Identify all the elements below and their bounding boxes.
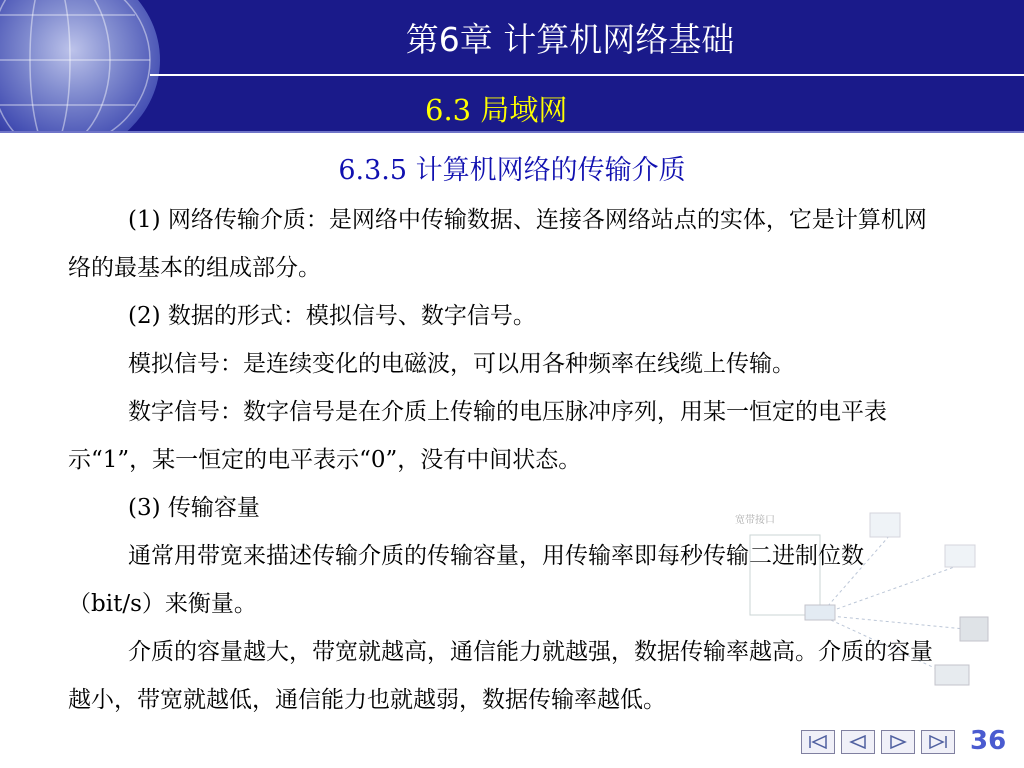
paragraph: (3) 传输容量: [128, 495, 260, 521]
paragraph: (1) 网络传输介质：是网络中传输数据、连接各网络站点的实体，它是计算机网络的最基本的组成部分。: [68, 207, 927, 281]
chapter-title: 第6章 计算机网络基础: [405, 20, 735, 59]
paragraph: 数字信号：数字信号是在介质上传输的电压脉冲序列，用某一恒定的电平表示“1”，某一恒定的电平表示“0”，没有中间状态。: [68, 399, 887, 473]
last-slide-button[interactable]: [921, 730, 955, 754]
prev-icon: [847, 735, 869, 749]
paragraph: (2) 数据的形式：模拟信号、数字信号。: [128, 303, 536, 329]
header-divider: [150, 74, 1024, 76]
illustration-label: 宽带接口: [735, 515, 775, 526]
slide-header: [0, 0, 1024, 133]
previous-slide-button[interactable]: [841, 730, 875, 754]
slide-subtitle: 6.3.5 计算机网络的传输介质: [338, 155, 686, 186]
slide-body: [68, 196, 948, 724]
page-number: 36: [970, 726, 1007, 756]
slide-navigation: [801, 730, 955, 754]
section-title: 6.3 局域网: [425, 93, 568, 127]
first-slide-button[interactable]: [801, 730, 835, 754]
header-bottom-rule: [0, 131, 1024, 133]
paragraph: 通常用带宽来描述传输介质的传输容量，用传输率即每秒传输二进制位数（bit/s）来衡量。: [68, 543, 864, 617]
paragraph: 模拟信号：是连续变化的电磁波，可以用各种频率在线缆上传输。: [128, 351, 795, 377]
paragraph: 介质的容量越大，带宽就越高，通信能力就越强，数据传输率越高。介质的容量越小，带宽就越低，通信能力也就越弱，数据传输率越低。: [68, 639, 933, 713]
last-icon: [927, 735, 949, 749]
next-icon: [887, 735, 909, 749]
first-icon: [807, 735, 829, 749]
next-slide-button[interactable]: [881, 730, 915, 754]
